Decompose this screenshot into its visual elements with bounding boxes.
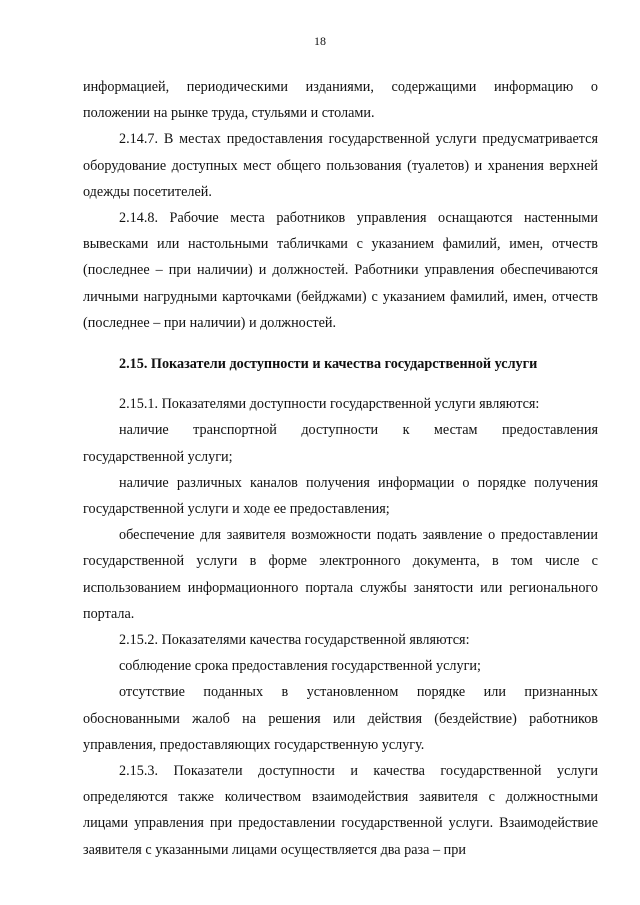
- paragraph: 2.14.8. Рабочие места работников управления оснащаются настенными вывесками или настольными табличками с указанием фамилий, имен, отчеств (последнее – при наличии) и должностей. Работники управления обеспечиваются личными нагрудными карточками (бейджами) с указанием фамилий, имен, отчеств (последнее – при наличии) и должностей.: [83, 210, 598, 331]
- paragraph: 2.14.7. В местах предоставления государственной услуги предусматривается оборудование доступных мест общего пользования (туалетов) и хранения верхней одежды посетителей.: [83, 131, 598, 200]
- section-heading: 2.15. Показатели доступности и качества государственной услуги: [119, 356, 538, 373]
- paragraph: 2.15.2. Показателями качества государственной являются:: [119, 632, 470, 649]
- paragraph: информацией, периодическими изданиями, содержащими информацию о положении на рынке труда, стульями и столами.: [83, 79, 598, 122]
- paragraph: 2.15.1. Показателями доступности государственной услуги являются:: [119, 396, 540, 413]
- paragraph: 2.15.3. Показатели доступности и качества государственной услуги определяются также количеством взаимодействия заявителя с должностными лицами управления при предоставлении государственной услуги. Взаимодействие заявителя с указанными лицами осуществляется два раза – при: [83, 763, 598, 858]
- paragraph: наличие различных каналов получения информации о порядке получения государственной услуги и ходе ее предоставления;: [83, 474, 598, 518]
- paragraph: отсутствие поданных в установленном порядке или признанных обоснованными жалоб на решения или действия (бездействие) работников управления, предоставляющих государственную услугу.: [83, 684, 598, 753]
- paragraph: соблюдение срока предоставления государственной услуги;: [119, 658, 481, 675]
- paragraph: обеспечение для заявителя возможности подать заявление о предоставлении государственной услуги в форме электронного документа, в том числе с использованием информационного портала службы занятости или регионального портала.: [83, 527, 598, 622]
- paragraph: наличие транспортной доступности к местам предоставления государственной услуги;: [83, 422, 598, 465]
- page-number: 18: [314, 34, 326, 48]
- document-body: [83, 74, 598, 863]
